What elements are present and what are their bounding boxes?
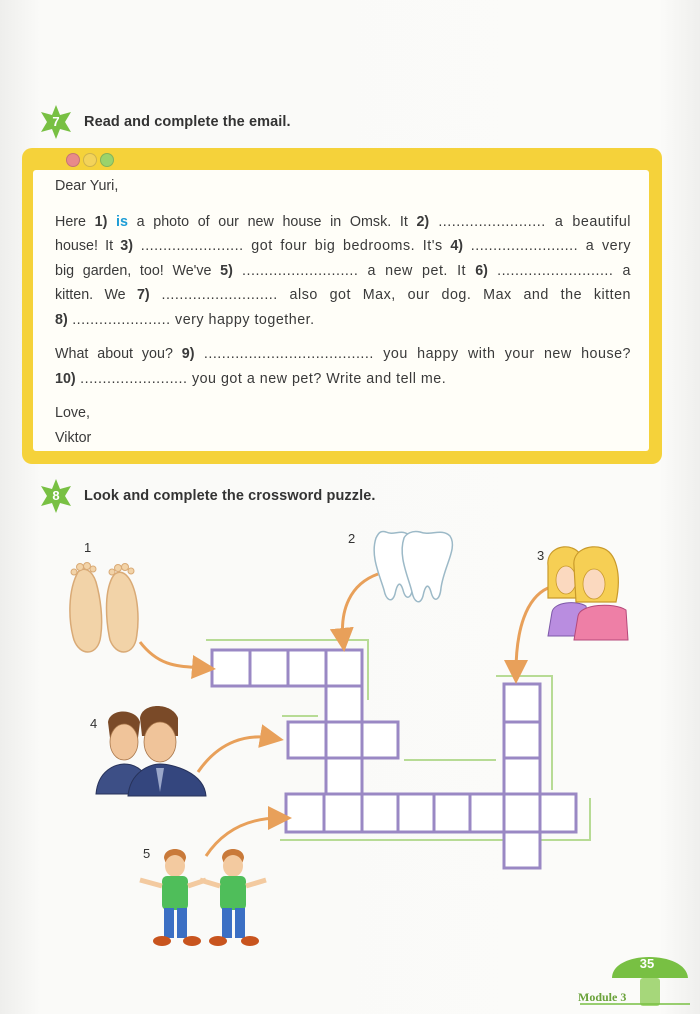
email-line: What about you? 9) ...................................... you happy with your new house?: [55, 346, 631, 362]
crossword-cell[interactable]: [286, 794, 324, 832]
email-line: house! It 3) ....................... got four big bedrooms. It's 4) ........................ a very: [55, 238, 631, 254]
sisters-icon: [548, 547, 628, 640]
crossword-grid: [212, 650, 576, 868]
crossword-cell[interactable]: [250, 650, 288, 686]
clue-number-2: 2: [348, 531, 356, 546]
crossword-cell[interactable]: [326, 686, 362, 722]
task-number: 7: [52, 114, 60, 129]
crossword-cell[interactable]: [540, 794, 576, 832]
page-number: 35: [639, 956, 655, 971]
teeth-icon: [374, 531, 452, 601]
task-title: Look and complete the crossword puzzle.: [84, 488, 376, 504]
email-line: big garden, too! We've 5) .......................... a new pet. It 6) .......................... a: [55, 262, 632, 279]
crossword-cell[interactable]: [324, 794, 362, 832]
task-number: 8: [52, 488, 60, 503]
crossword-cell[interactable]: [504, 722, 540, 758]
crossword-cell[interactable]: [434, 794, 470, 832]
clue-number-3: 3: [537, 548, 545, 563]
clue-number-1: 1: [84, 540, 92, 555]
crossword-cell[interactable]: [326, 758, 362, 794]
crossword-cell[interactable]: [288, 650, 326, 686]
crossword-cell[interactable]: [470, 794, 504, 832]
arrow-1-icon: [140, 642, 204, 668]
crossword-cell[interactable]: [212, 650, 250, 686]
crossword-cell[interactable]: [362, 722, 398, 758]
example-answer: is: [116, 213, 128, 230]
clue-number-4: 4: [90, 716, 98, 731]
crossword-cell[interactable]: [398, 794, 434, 832]
module-label: Module 3: [578, 990, 627, 1004]
task-title: Read and complete the email.: [84, 114, 291, 130]
crossword-cell[interactable]: [504, 684, 540, 722]
email-greeting: Dear Yuri,: [55, 178, 119, 194]
crossword-cell[interactable]: [326, 650, 362, 686]
email-line: kitten. We 7) .......................... also got Max, our dog. Max and the kitten: [55, 287, 631, 303]
email-line: 8) ...................... very happy together.: [55, 311, 315, 328]
feet-icon: [70, 563, 138, 653]
email-line: 10) ........................ you got a new pet? Write and tell me.: [55, 370, 447, 387]
clue-number-5: 5: [143, 846, 151, 861]
email-signature: Viktor: [55, 429, 92, 446]
email-closing: Love,: [55, 405, 90, 421]
arrow-2-icon: [342, 574, 378, 640]
arrow-4-icon: [198, 737, 272, 772]
crossword-cell[interactable]: [504, 794, 540, 832]
crossword-cell[interactable]: [504, 758, 540, 794]
crossword-cell[interactable]: [326, 722, 362, 758]
arrow-5-icon: [206, 818, 280, 856]
brothers-icon: [96, 706, 206, 796]
crossword-cell[interactable]: [288, 722, 326, 758]
email-line: Here 1) is a photo of our new house in Omsk. It 2) ........................ a beautiful: [55, 213, 631, 230]
crossword-cell[interactable]: [362, 794, 398, 832]
arrow-3-icon: [516, 588, 548, 672]
crossword-cell[interactable]: [504, 832, 540, 868]
boys-icon: [140, 849, 266, 946]
